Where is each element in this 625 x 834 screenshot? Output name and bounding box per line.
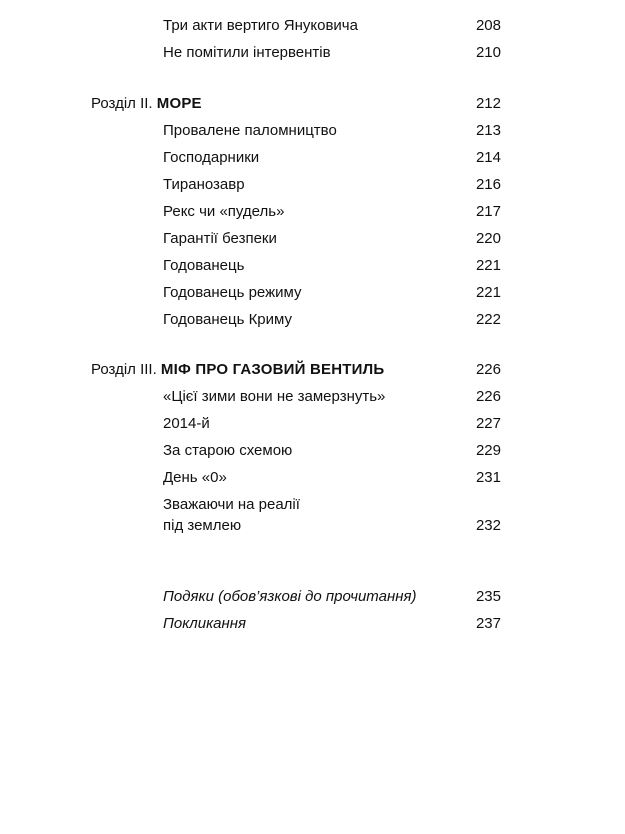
toc-entry-page: 214 (475, 149, 501, 166)
toc-entry (0, 147, 625, 169)
toc-entry-title: Покликання (163, 615, 247, 632)
toc-entry-page: 217 (475, 203, 501, 220)
toc-entry-title: Три акти вертиго Януковича (163, 17, 358, 34)
toc-entry (0, 586, 625, 608)
toc-entry (0, 174, 625, 196)
toc-entry-page: 213 (475, 122, 501, 139)
toc-entry (0, 440, 625, 462)
toc-entry (0, 413, 625, 435)
chapter-name: МІФ ПРО ГАЗОВИЙ ВЕНТИЛЬ (160, 361, 385, 378)
toc-entry (0, 282, 625, 304)
toc-entry (0, 309, 625, 331)
toc-entry-page: 229 (475, 442, 501, 459)
toc-chapter-heading (0, 359, 625, 381)
toc-entry (0, 201, 625, 223)
chapter-title (91, 93, 202, 115)
chapter-prefix: Розділ II. (91, 95, 153, 112)
toc-entry-page: 226 (475, 361, 501, 378)
toc-entry (0, 386, 625, 408)
toc-entry (0, 42, 625, 64)
chapter-prefix: Розділ III. (91, 361, 157, 378)
toc-entry-title: Провалене паломництво (163, 122, 337, 139)
toc-entry-title: День «0» (163, 469, 227, 486)
toc-chapter-heading (0, 93, 625, 115)
toc-entry (0, 494, 625, 516)
toc-entry (0, 467, 625, 489)
toc-entry-title: Не помітили інтервентів (163, 44, 331, 61)
toc-entry-title: Годованець (163, 257, 245, 274)
toc-entry-page: 221 (475, 257, 501, 274)
toc-entry-page: 216 (475, 176, 501, 193)
toc-entry-page: 220 (475, 230, 501, 247)
toc-entry-page: 227 (475, 415, 501, 432)
toc-entry-page: 231 (475, 469, 501, 486)
toc-entry-title: «Цієї зими вони не замерзнуть» (163, 388, 386, 405)
toc-entry-page: 237 (475, 615, 501, 632)
toc-entry-title: Подяки (обов’язкові до прочитання) (163, 588, 417, 605)
toc-entry (0, 228, 625, 250)
toc-entry-page: 208 (475, 17, 501, 34)
toc-entry-page: 221 (475, 284, 501, 301)
toc-entry-page: 235 (475, 588, 501, 605)
toc-entry-page: 212 (475, 95, 501, 112)
toc-entry-title-line1: Зважаючи на реалії (163, 496, 300, 513)
toc-entry-title: Тиранозавр (163, 176, 245, 193)
toc-entry-title: Гарантії безпеки (163, 230, 277, 247)
toc-entry-title: Рекс чи «пудель» (163, 203, 285, 220)
toc-entry-title: Господарники (163, 149, 260, 166)
toc-entry-page: 232 (475, 517, 501, 534)
toc-entry (0, 120, 625, 142)
toc-entry (0, 613, 625, 635)
toc-entry (0, 515, 625, 537)
toc-entry-title-line2: під землею (163, 517, 242, 534)
chapter-title (91, 359, 384, 381)
toc-entry-title: 2014-й (163, 415, 210, 432)
toc-entry-page: 226 (475, 388, 501, 405)
toc-entry-title: Годованець Криму (163, 311, 293, 328)
toc-entry-page: 222 (475, 311, 501, 328)
toc-entry-title: За старою схемою (163, 442, 293, 459)
toc-entry (0, 15, 625, 37)
toc-entry-page: 210 (475, 44, 501, 61)
chapter-name: МОРЕ (156, 95, 202, 112)
toc-entry (0, 255, 625, 277)
toc-entry-title: Годованець режиму (163, 284, 302, 301)
